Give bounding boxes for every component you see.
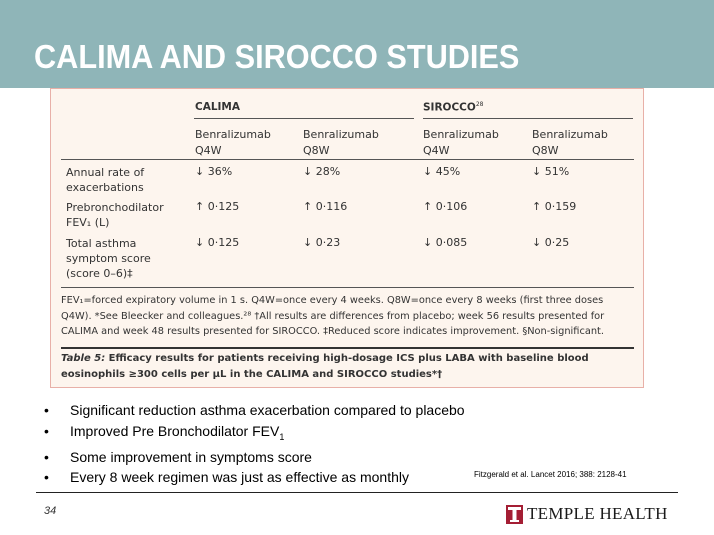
row-label-line: Annual rate of (66, 166, 145, 179)
group-header-sirocco (423, 101, 483, 114)
row-label-line: exacerbations (66, 181, 144, 194)
table-cell: ↓ 51% (532, 165, 570, 178)
table-cell: ↓ 0·125 (195, 236, 240, 249)
subheader-line: Benralizumab (532, 128, 608, 141)
body-rule (61, 287, 634, 288)
bullet-item (44, 421, 544, 447)
bullet-item (44, 447, 544, 468)
temple-t-icon (506, 505, 523, 524)
table-cell: ↓ 0·23 (303, 236, 341, 249)
caption-text: Efficacy results for patients receiving high-dosage ICS plus LABA with baseline blood eosinophils ≥300 cells per μL in the CALIMA and SIROCCO studies*† (61, 353, 589, 380)
group-rule (194, 118, 414, 119)
bullet-item (44, 467, 544, 488)
logo-text: TEMPLE HEALTH (527, 504, 668, 523)
table-footnote: FEV₁=forced expiratory volume in 1 s. Q4W=once every 4 weeks. Q8W=once every 8 weeks (first three doses Q4W). *See Bleecker and colleagues.²⁸ †All results are differences from placebo; week 56 results presented for CALIMA and week 48 results presented for SIROCCO. ‡Reduced score indicates improvement. §Non-significant. (61, 295, 605, 337)
bullet-item (44, 400, 544, 421)
table-caption (61, 351, 635, 382)
row-label-line: Prebronchodilator (66, 201, 164, 214)
subheader-line: Q4W (195, 144, 222, 157)
temple-health-logo (506, 504, 668, 524)
table-cell: ↑ 0·125 (195, 200, 240, 213)
row-label (66, 165, 176, 195)
bullet-marker: • (44, 422, 49, 439)
row-label-line: (score 0–6)‡ (66, 267, 133, 280)
bullet-text: Some improvement in symptoms score (70, 448, 312, 465)
subheader (423, 127, 513, 159)
row-label (66, 236, 176, 281)
table-cell: ↑ 0·106 (423, 200, 468, 213)
caption-rule (61, 347, 634, 349)
table-cell: ↑ 0·159 (532, 200, 577, 213)
table-image (50, 88, 644, 388)
table-cell: ↓ 0·25 (532, 236, 570, 249)
bullet-subscript: 1 (279, 431, 285, 442)
citation: Fitzgerald et al. Lancet 2016; 388: 2128-41 (474, 470, 627, 479)
footer-rule (36, 492, 678, 493)
header-rule (61, 159, 634, 160)
table-cell: ↓ 45% (423, 165, 461, 178)
table-cell: ↓ 0·085 (423, 236, 468, 249)
table-cell: ↓ 36% (195, 165, 233, 178)
subheader (195, 127, 285, 159)
slide-title: CALIMA AND SIROCCO STUDIES (34, 38, 520, 75)
bullet-list (44, 400, 544, 488)
bullet-text: Significant reduction asthma exacerbation compared to placebo (70, 402, 465, 418)
subheader-line: Benralizumab (423, 128, 499, 141)
row-label-line: symptom score (66, 252, 151, 265)
page-number: 34 (44, 505, 57, 517)
bullet-marker: • (44, 448, 49, 465)
row-label-line: Total asthma (66, 237, 137, 250)
table-cell: ↓ 28% (303, 165, 341, 178)
subheader-line: Q8W (303, 144, 330, 157)
group-name: SIROCCO (423, 101, 476, 114)
table-cell: ↑ 0·116 (303, 200, 348, 213)
bullet-text: Every 8 week regimen was just as effective as monthly (70, 469, 410, 486)
subheader-line: Q8W (532, 144, 559, 157)
group-header-calima (195, 101, 240, 113)
subheader (532, 127, 622, 159)
bullet-marker: • (44, 402, 49, 418)
subheader (303, 127, 393, 159)
group-name: CALIMA (195, 101, 241, 113)
subheader-line: Benralizumab (195, 128, 271, 141)
bullet-text: Improved Pre Bronchodilator FEV (70, 422, 280, 439)
caption-label: Table 5: (61, 353, 106, 364)
group-rule (423, 118, 633, 119)
group-sup: 28 (475, 101, 484, 108)
subheader-line: Benralizumab (303, 128, 379, 141)
row-label-line: FEV₁ (L) (66, 216, 110, 229)
subheader-line: Q4W (423, 144, 450, 157)
row-label (66, 200, 176, 230)
bullet-marker: • (44, 469, 49, 486)
